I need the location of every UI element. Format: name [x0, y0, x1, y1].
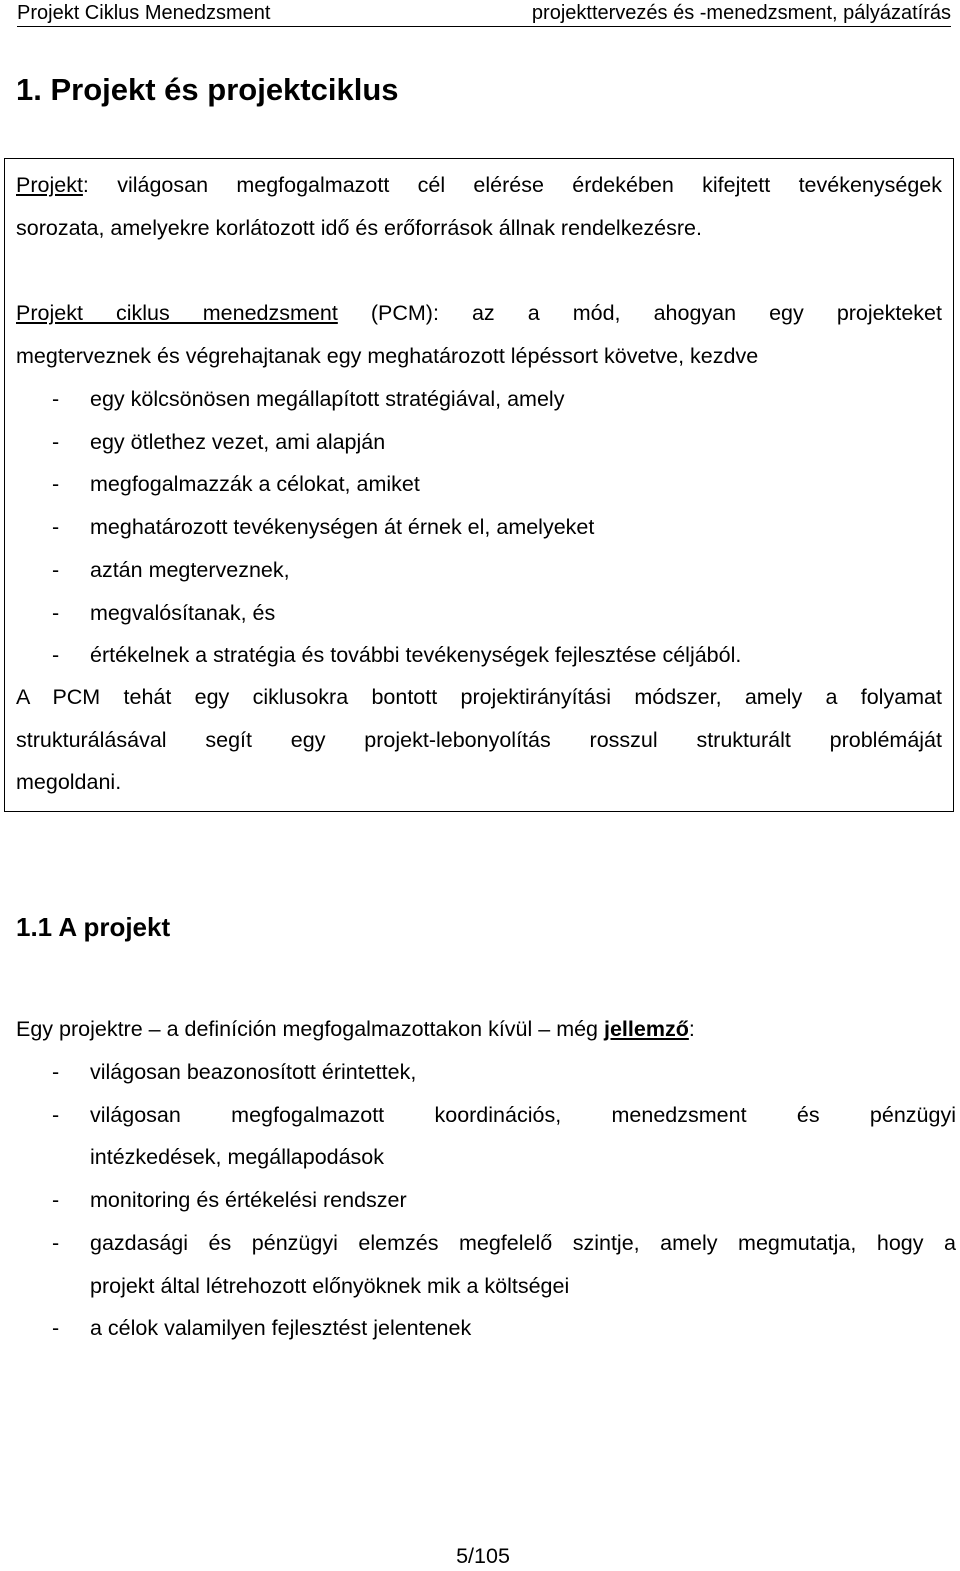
features-intro: Egy projektre – a definíción megfogalmazottakon kívül – még jellemző:: [16, 1017, 695, 1041]
section-title: 1. Projekt és projektciklus: [16, 72, 399, 107]
features-list: [16, 1051, 956, 1350]
list-item: - aztán megterveznek,: [52, 557, 290, 582]
list-item: - megvalósítanak, és: [52, 600, 276, 625]
list-item: - egy kölcsönösen megállapított stratégiával, amely: [52, 387, 565, 411]
list-item: - világosan beazonosított érintettek,: [52, 1060, 417, 1084]
page-number: 5/105: [456, 1544, 510, 1568]
header-left: Projekt Ciklus Menedzsment: [17, 2, 271, 24]
header-right: projekttervezés és -menedzsment, pályázatírás: [531, 2, 951, 24]
running-header: [17, 0, 951, 27]
pcm-summary: A PCM tehát egy ciklusokra bontott projektirányítási módszer, amely a folyamat strukturálásával segít egy projekt-lebonyolítás rosszul strukturált problémáját megoldani.: [16, 685, 942, 795]
list-item: - meghatározott tevékenységen át érnek el, amelyeket: [52, 515, 595, 540]
list-item: - értékelnek a stratégia és további tevékenységek fejlesztése céljából.: [52, 643, 742, 668]
pcm-steps-list: [16, 378, 956, 677]
list-item: - megfogalmazzák a célokat, amiket: [52, 472, 420, 497]
list-item: - a célok valamilyen fejlesztést jelentenek: [52, 1316, 472, 1341]
definition-pcm: Projekt ciklus menedzsment (PCM): az a mód, ahogyan egy projekteket megterveznek és végrehajtanak egy meghatározott lépéssort követve, kezdve: [16, 301, 942, 368]
term-pcm: Projekt ciklus menedzsment: [16, 301, 338, 325]
term-projekt: Projekt: [16, 173, 83, 197]
list-item: - gazdasági és pénzügyi elemzés megfelelő szintje, amely megmutatja, hogy a projekt által létrehozott előnyöknek mik a költségei: [52, 1230, 956, 1298]
list-item: - monitoring és értékelési rendszer: [52, 1188, 407, 1213]
definition-projekt: Projekt: világosan megfogalmazott cél elérése érdekében kifejtett tevékenységek sorozata, amelyekre korlátozott idő és erőforrások állnak rendelkezésre.: [16, 173, 942, 240]
list-item: - világosan megfogalmazott koordinációs, menedzsment és pénzügyi intézkedések, megállapodások: [52, 1102, 956, 1170]
list-item: - egy ötlethez vezet, ami alapján: [52, 429, 386, 454]
subsection-title: 1.1 A projekt: [16, 912, 171, 942]
emphasis-jellemzo: jellemző: [604, 1017, 689, 1041]
